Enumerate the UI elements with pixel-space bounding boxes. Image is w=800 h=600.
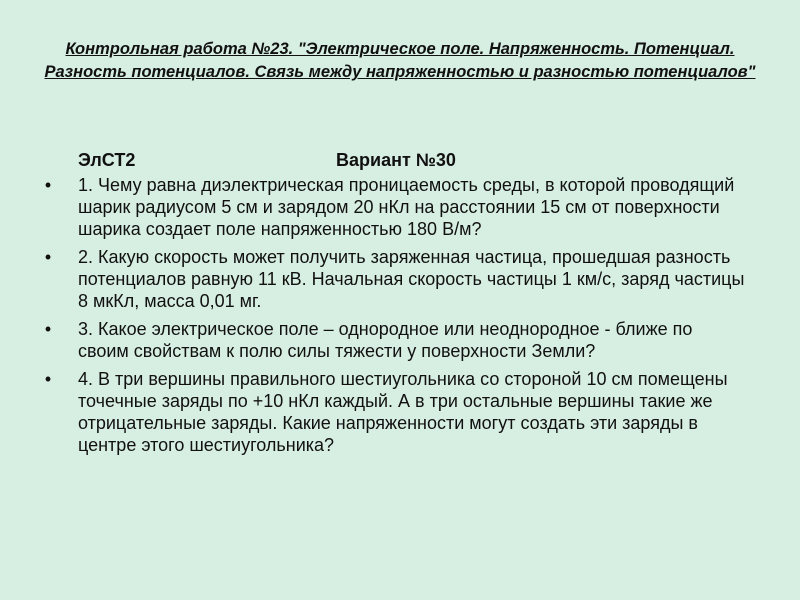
question-text: 2. Какую скорость может получить заряженная частица, прошедшая разность потенциалов равную 11 кВ. Начальная скорость частицы 1 км/с, заряд частицы 8 мкКл, масса 0,01 мг.: [78, 247, 745, 311]
question-text: 3. Какое электрическое поле – однородное или неоднородное - ближе по своим свойствам к полю силы тяжести у поверхности Земли?: [78, 319, 693, 361]
variant-header: [78, 150, 738, 174]
bullet-icon: •: [44, 319, 52, 339]
question-item: [38, 368, 748, 456]
question-list: [38, 174, 748, 462]
question-text: 1. Чему равна диэлектрическая проницаемость среды, в которой проводящий шарик радиусом 5 см и зарядом 20 нКл на расстоянии 15 см от поверхности шарика создает поле напряженностью 180 В/м?: [78, 175, 735, 239]
variant-number: Вариант №30: [336, 150, 456, 170]
bullet-icon: •: [44, 369, 52, 389]
question-item: [38, 318, 748, 362]
slide-title: Контрольная работа №23. "Электрическое поле. Напряженность. Потенциал. Разность потенциалов. Связь между напряженностью и разностью потенциалов": [44, 40, 756, 81]
bullet-icon: •: [44, 247, 52, 267]
bullet-icon: •: [44, 175, 52, 195]
question-item: [38, 174, 748, 240]
question-text: 4. В три вершины правильного шестиугольника со стороной 10 см помещены точечные заряды по +10 нКл каждый. А в три остальные вершины такие же отрицательные заряды. Какие напряженности могут создать эти заряды в центре этого шестиугольника?: [78, 369, 728, 455]
question-item: [38, 246, 748, 312]
course-code: ЭлСТ2: [78, 150, 136, 170]
